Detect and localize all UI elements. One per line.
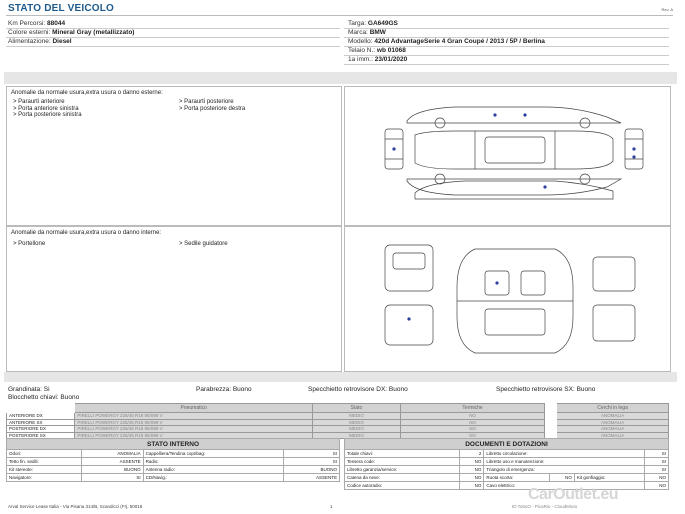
damage-marker — [543, 185, 546, 188]
footer-page-number: 1 — [330, 504, 333, 509]
trunk-view — [385, 305, 433, 345]
tyre-header: Termiche — [400, 404, 544, 413]
table-row: ANTERIORE DX PIRELLI POWERGY 225/45 R18 95/099 V MEDIO NO ANOMALIA — [7, 413, 669, 420]
field-km: Km Percorsi: 88044 — [8, 20, 66, 27]
blocchetto-value: Blocchetto chiavi: Buono — [8, 394, 80, 401]
specchietto-dx-value: Specchietto retrovisore DX: Buono — [308, 386, 408, 393]
field-alimentazione: Alimentazione: Diesel — [8, 38, 72, 45]
table-row: Tessera code: NO Libretto uso e manutenzione: SI — [345, 458, 669, 466]
damage-marker — [392, 147, 395, 150]
table-row: Kit stereote: BUONO Antenna radio: BUONO — [7, 466, 340, 474]
table-row: Navigatore: SI CD/Navig.: ASSENTE — [7, 474, 340, 482]
stato-interno-title: STATO INTERNO — [7, 439, 340, 450]
header-divider — [6, 15, 673, 16]
divider — [6, 28, 340, 29]
table-row: POSTERIORE SX PIRELLI POWERGY 225/45 R18 95/099 V MEDIO NO ANOMALIA — [7, 432, 669, 439]
footer-id: ID TottoO - PicaRio - CloudMiuto — [512, 504, 578, 509]
specchietto-sx-value: Specchietto retrovisore SX: Buono — [496, 386, 596, 393]
table-row: Codice autoradio: NO Cavo elettrico: NO — [345, 482, 669, 490]
car-side-view-left — [407, 107, 621, 123]
divider — [6, 37, 340, 38]
divider — [344, 64, 669, 65]
damage-marker — [632, 155, 635, 158]
grandinata-value: Grandinata: Si — [8, 386, 50, 393]
damage-marker — [523, 113, 526, 116]
divider — [344, 55, 669, 56]
divider — [344, 37, 669, 38]
tyre-header: Pneumatico — [75, 404, 313, 413]
list-item: > Portellone — [13, 241, 46, 247]
table-row: ANTERIORE SX PIRELLI POWERGY 225/45 R18 95/099 V MEDIO NO ANOMALIA — [7, 419, 669, 426]
damage-marker — [495, 281, 498, 284]
seat-view — [593, 257, 635, 291]
interior-diagram-panel — [344, 226, 671, 372]
car-exterior-diagram — [345, 87, 670, 225]
list-item: > Porta posteriore sinistra — [13, 112, 82, 118]
damage-marker — [407, 317, 410, 320]
exterior-title: Anomalie da normale usura,extra usura o danno esterne: — [11, 90, 163, 96]
documenti-table — [344, 438, 669, 490]
footer-company: Arval Service Lease Italia - Via Pisana 314/B, Scandicci (FI), 50018 — [8, 504, 143, 509]
revision-label: Rev. A — [661, 7, 673, 12]
table-row: Catena da neve: NO Ruota scorta: NO Kit gonfiaggio: NO — [345, 474, 669, 482]
section-band — [4, 72, 677, 84]
divider — [6, 46, 340, 47]
exterior-anomalies-panel — [6, 86, 342, 226]
field-modello: Modello: 420d AdvantageSerie 4 Gran Coupé / 2013 / 5P / Berlina — [348, 38, 545, 45]
interior-anomalies-panel — [6, 226, 342, 372]
field-telaio: Telaio N.: wb 01068 — [348, 47, 406, 54]
stato-interno-table — [6, 438, 340, 482]
field-immatricolazione: 1a imm.: 23/01/2020 — [348, 56, 408, 63]
list-item: > Porta posteriore destra — [179, 105, 246, 112]
damage-marker — [632, 147, 635, 150]
parabrezza-value: Parabrezza: Buono — [196, 386, 252, 393]
document-title: STATO DEL VEICOLO — [8, 3, 115, 14]
list-item: > Paraurti anteriore — [13, 99, 65, 105]
table-row: Libretto garanzia/service: NO Triangolo di emergenza: SI — [345, 466, 669, 474]
exterior-diagram-panel — [344, 86, 671, 226]
field-targa: Targa: GA649GS — [348, 20, 398, 27]
car-interior-diagram — [345, 227, 670, 371]
field-colore: Colore esterni: Mineral Gray (metallizzato) — [8, 29, 135, 36]
section-band — [4, 372, 677, 382]
list-item: > Paraurti posteriore — [179, 99, 234, 105]
watermark-logo: CarOutlet.eu — [528, 486, 619, 503]
dashboard-view — [385, 245, 433, 291]
documenti-title: DOCUMENTI E DOTAZIONI — [345, 439, 669, 450]
car-side-view-right — [407, 179, 621, 195]
tyres-table — [6, 403, 669, 439]
table-row: Tetto fin. sedili: ASSENTE Radio: SI — [7, 458, 340, 466]
tyre-header: Cerchi in lega — [557, 404, 669, 413]
list-item: > Sedile guidatore — [179, 241, 228, 247]
divider — [344, 46, 669, 47]
interior-title: Anomalie da normale usura,extra usura o danno interne: — [11, 230, 162, 236]
table-row: Totale chiavi: 2 Libretto circolazione: SI — [345, 450, 669, 458]
tyre-header: Stato — [313, 404, 401, 413]
table-row: Odori: ANOMALIA Cappelliera/Tendina copribag: SI — [7, 450, 340, 458]
damage-marker — [493, 113, 496, 116]
table-row: POSTERIORE DX PIRELLI POWERGY 225/45 R18 95/099 V MEDIO NO ANOMALIA — [7, 426, 669, 433]
list-item: > Porta anteriore sinistra — [13, 105, 79, 112]
divider — [344, 28, 669, 29]
field-marca: Marca: BMW — [348, 29, 386, 36]
